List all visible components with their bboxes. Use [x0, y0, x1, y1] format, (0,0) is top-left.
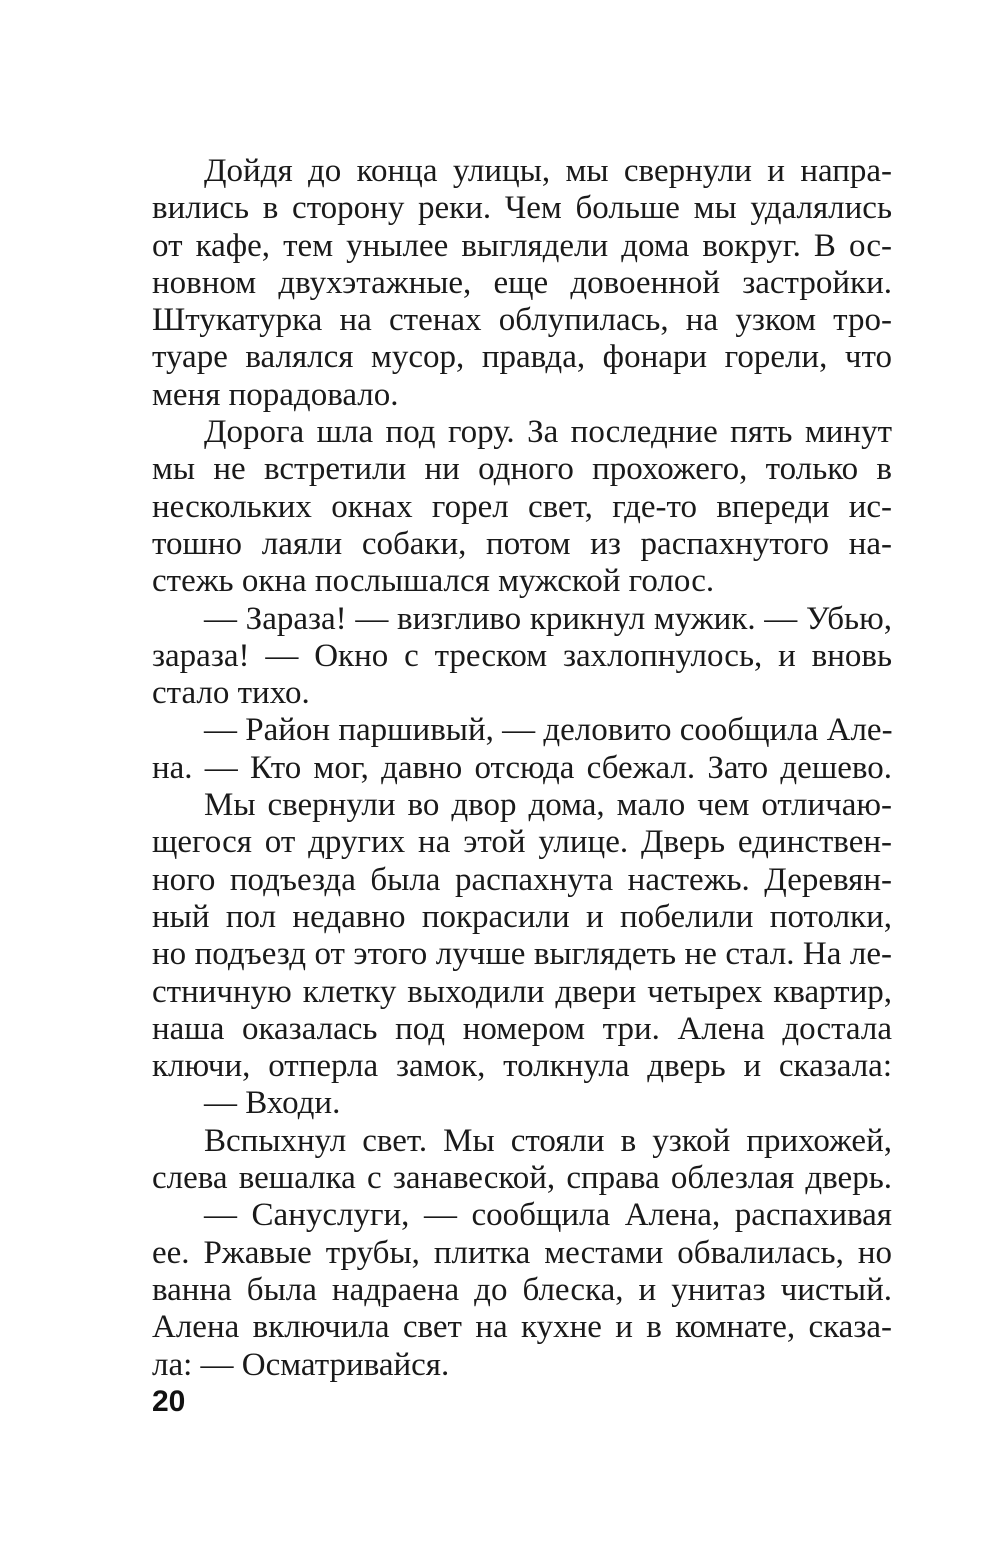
- text-line: слева вешалка с занавеской, справа облезлая дверь.: [152, 1160, 892, 1197]
- text-line: щегося от других на этой улице. Дверь единствен-: [152, 824, 892, 861]
- text-line: туаре валялся мусор, правда, фонари горели, что: [152, 339, 892, 376]
- text-line: — Сануслуги, — сообщила Алена, распахивая: [204, 1197, 892, 1234]
- text-line: тошно лаяли собаки, потом из распахнутого на-: [152, 525, 892, 562]
- text-line: наша оказалась под номером три. Алена достала: [152, 1010, 892, 1047]
- text-line: но подъезд от этого лучше выглядеть не стал. На ле-: [152, 936, 892, 973]
- text-line: ванна была надраена до блеска, и унитаз чистый.: [152, 1271, 892, 1308]
- text-line: Дойдя до конца улицы, мы свернули и напра-: [204, 153, 892, 189]
- text-line: стало тихо.: [152, 675, 310, 712]
- text-line: ного подъезда была распахнута настежь. Деревян-: [152, 861, 892, 898]
- text-line: Дорога шла под гору. За последние пять минут: [204, 414, 892, 451]
- text-line: Алена включила свет на кухне и в комнате, сказа-: [152, 1309, 892, 1346]
- text-line: вились в сторону реки. Чем больше мы удалялись: [152, 190, 892, 227]
- text-line: — Район паршивый, — деловито сообщила Але-: [204, 712, 893, 749]
- text-line: на. — Кто мог, давно отсюда сбежал. Зато дешево.: [152, 749, 892, 786]
- text-line: стничную клетку выходили двери четырех квартир,: [152, 973, 892, 1010]
- text-line: ключи, отперла замок, толкнула дверь и сказала:: [152, 1048, 892, 1085]
- body-text: [152, 153, 892, 1384]
- text-line: стежь окна послышался мужской голос.: [152, 563, 715, 600]
- text-line: новном двухэтажные, еще довоенной застройки.: [152, 264, 892, 301]
- text-line: — Зараза! — визгливо крикнул мужик. — Убью,: [204, 600, 892, 637]
- page-number: 20: [152, 1385, 186, 1418]
- text-line: мы не встретили ни одного прохожего, только в: [152, 451, 892, 488]
- text-line: Штукатурка на стенах облупилась, на узком тро-: [152, 302, 892, 339]
- text-line: нескольких окнах горел свет, где-то впереди ис-: [152, 488, 892, 525]
- text-line: зараза! — Окно с треском захлопнулось, и вновь: [152, 637, 892, 674]
- text-line: Мы свернули во двор дома, мало чем отличаю-: [204, 787, 892, 824]
- text-line: Вспыхнул свет. Мы стояли в узкой прихожей,: [204, 1122, 892, 1159]
- text-line: меня порадовало.: [152, 376, 399, 413]
- text-line: ла: — Осматривайся.: [152, 1346, 450, 1383]
- text-line: от кафе, тем унылее выглядели дома вокруг. В ос-: [152, 227, 892, 264]
- text-line: — Входи.: [204, 1085, 341, 1122]
- text-line: ее. Ржавые трубы, плитка местами обвалилась, но: [152, 1234, 892, 1271]
- text-line: ный пол недавно покрасили и побелили потолки,: [152, 898, 892, 935]
